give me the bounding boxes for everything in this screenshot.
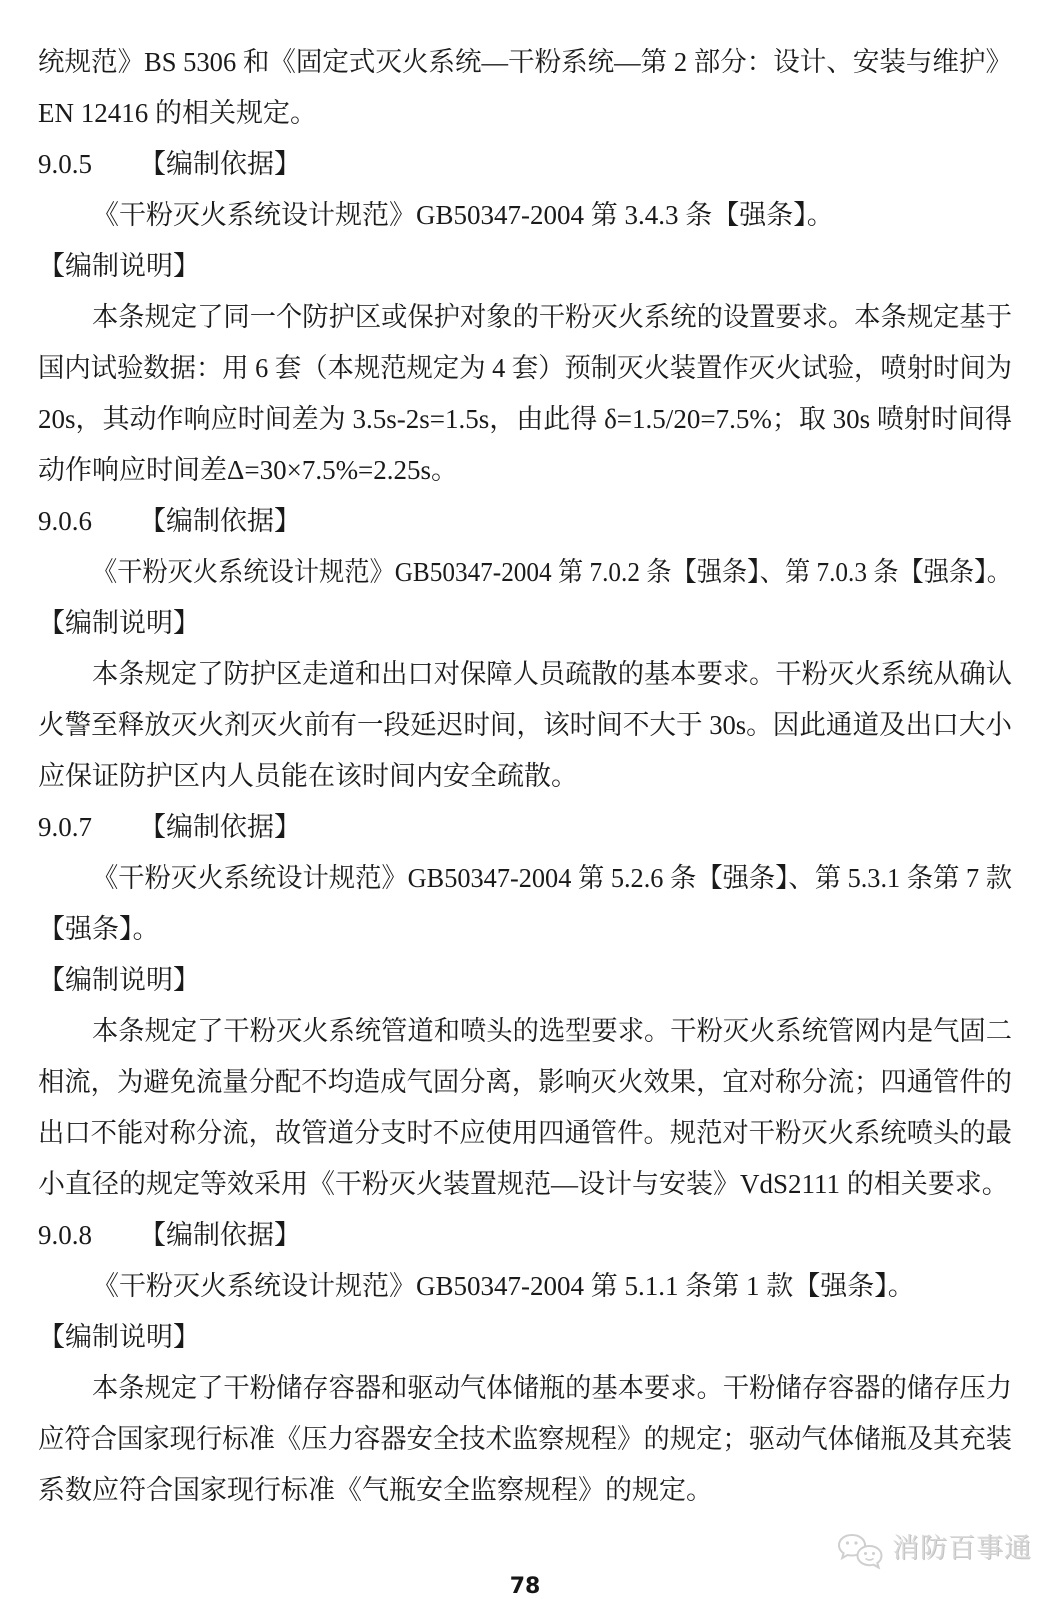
text-line: 《干粉灭火系统设计规范》GB50347-2004 第 7.0.2 条【强条】、第 7.0.3 条【强条】。 — [92, 557, 1012, 587]
text-line: 相流，为避免流量分配不均造成气固分离，影响灭火效果，宜对称分流；四通管件的 — [38, 1067, 1012, 1097]
text-line: 系数应符合国家现行标准《气瓶安全监察规程》的规定。 — [38, 1475, 713, 1505]
text-line: 《干粉灭火系统设计规范》GB50347-2004 第 5.2.6 条【强条】、第 5.3.1 条第 7 款 — [92, 863, 1012, 893]
watermark — [836, 1530, 1032, 1576]
heading-label: 【编制依据】 — [139, 506, 301, 536]
section-heading — [38, 1210, 1012, 1261]
text-line: 国内试验数据：用 6 套（本规范规定为 4 套）预制灭火装置作灭火试验，喷射时间为 — [38, 353, 1012, 383]
section-number: 9.0.7 — [38, 812, 92, 842]
text-line: 出口不能对称分流，故管道分支时不应使用四通管件。规范对干粉灭火系统喷头的最 — [38, 1118, 1012, 1148]
label-line: 【编制说明】 — [38, 608, 200, 638]
heading-label: 【编制依据】 — [139, 1220, 301, 1250]
section-number: 9.0.6 — [38, 506, 92, 536]
text-line: 《干粉灭火系统设计规范》GB50347-2004 第 3.4.3 条【强条】。 — [92, 200, 834, 230]
text-line: 小直径的规定等效采用《干粉灭火装置规范—设计与安装》VdS2111 的相关要求。 — [38, 1169, 1009, 1199]
text-line: 动作响应时间差Δ=30×7.5%=2.25s。 — [38, 455, 459, 485]
heading-label: 【编制依据】 — [139, 812, 301, 842]
section-heading — [38, 139, 1012, 190]
text-line: 火警至释放灭火剂灭火前有一段延迟时间，该时间不大于 30s。因此通道及出口大小 — [38, 710, 1012, 740]
section-number: 9.0.8 — [38, 1220, 92, 1250]
text-line: 应符合国家现行标准《压力容器安全技术监察规程》的规定；驱动气体储瓶及其充装 — [38, 1424, 1012, 1454]
text-line: EN 12416 的相关规定。 — [38, 98, 317, 128]
text-line: 本条规定了干粉储存容器和驱动气体储瓶的基本要求。干粉储存容器的储存压力 — [92, 1373, 1012, 1403]
heading-label: 【编制依据】 — [139, 149, 301, 179]
page-number: 78 — [509, 1574, 541, 1599]
text-line: 本条规定了防护区走道和出口对保障人员疏散的基本要求。干粉灭火系统从确认 — [92, 659, 1012, 689]
text-line: 【强条】。 — [38, 914, 160, 944]
text-line: 本条规定了同一个防护区或保护对象的干粉灭火系统的设置要求。本条规定基于 — [92, 302, 1012, 332]
text-line: 20s，其动作响应时间差为 3.5s-2s=1.5s，由此得 δ=1.5/20=7.5%；取 30s 喷射时间得 — [38, 404, 1012, 434]
section-heading — [38, 802, 1012, 853]
watermark-text: 消防百事通 — [892, 1533, 1032, 1563]
label-line: 【编制说明】 — [38, 965, 200, 995]
chat-bubbles-icon — [836, 1532, 886, 1576]
section-number: 9.0.5 — [38, 149, 92, 179]
section-heading — [38, 496, 1012, 547]
label-line: 【编制说明】 — [38, 1322, 200, 1352]
document-body — [38, 37, 1012, 1516]
text-line: 本条规定了干粉灭火系统管道和喷头的选型要求。干粉灭火系统管网内是气固二 — [92, 1016, 1012, 1046]
text-line: 统规范》BS 5306 和《固定式灭火系统—干粉系统—第 2 部分：设计、安装与维护》 — [38, 47, 1012, 77]
text-line: 《干粉灭火系统设计规范》GB50347-2004 第 5.1.1 条第 1 款【强条】。 — [92, 1271, 915, 1301]
text-line: 应保证防护区内人员能在该时间内安全疏散。 — [38, 761, 578, 791]
label-line: 【编制说明】 — [38, 251, 200, 281]
